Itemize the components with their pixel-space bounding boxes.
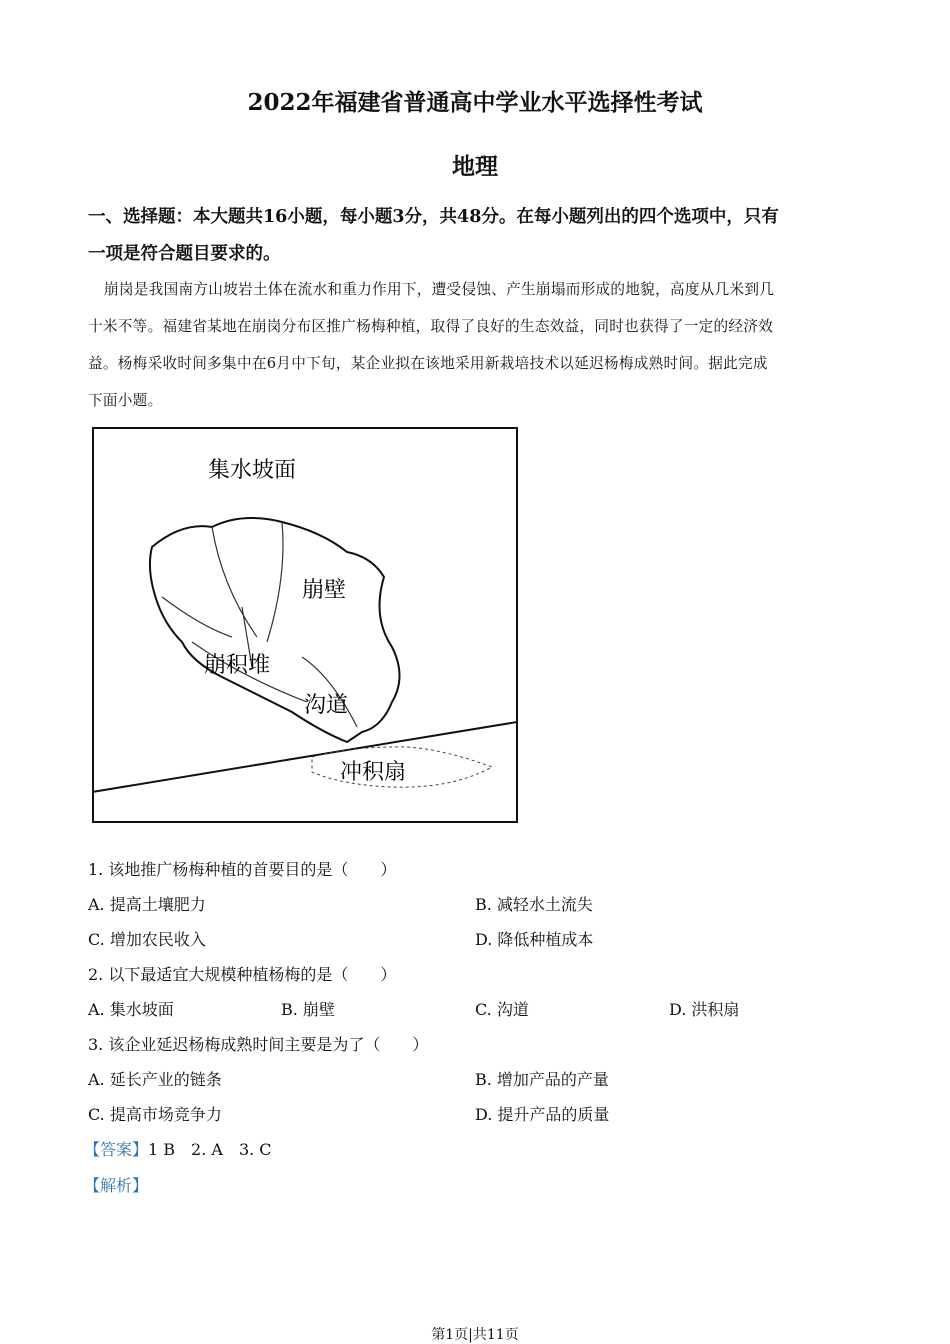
label-catchment: 集水坡面 (208, 458, 297, 483)
answer-line (84, 1137, 272, 1160)
label-gully: 沟道 (304, 693, 349, 718)
option-2b: B. 崩壁 (281, 1000, 335, 1019)
option-3b: B. 增加产品的产量 (475, 1070, 609, 1089)
answer-text: 1 B 2. A 3. C (148, 1140, 272, 1159)
question-1-stem: 1. 该地推广杨梅种植的首要目的是（ ） (88, 860, 397, 879)
option-2a: A. 集水坡面 (88, 1000, 174, 1019)
option-1c: C. 增加农民收入 (88, 930, 206, 949)
passage-line: 十米不等。福建省某地在崩岗分布区推广杨梅种植，取得了良好的生态效益，同时也获得了一定的经济效 (88, 318, 774, 335)
option-1a: A. 提高土壤肥力 (88, 895, 206, 914)
label-alluvial-fan: 冲积扇 (340, 760, 407, 785)
section-heading-line2: 一项是符合题目要求的。 (88, 244, 281, 264)
passage-line: 益。杨梅采收时间多集中在6月中下旬，某企业拟在该地采用新栽培技术以延迟杨梅成熟时间。据此完成 (88, 355, 768, 372)
option-1d: D. 降低种植成本 (475, 930, 594, 949)
option-3a: A. 延长产业的链条 (88, 1070, 222, 1089)
passage-line: 下面小题。 (88, 392, 163, 409)
analysis-label: 【解析】 (84, 1176, 149, 1195)
answer-label: 【答案】 (84, 1140, 149, 1159)
label-colluvium: 崩积堆 (204, 653, 271, 678)
label-collapse-wall: 崩壁 (302, 578, 347, 603)
option-3d: D. 提升产品的质量 (475, 1105, 610, 1124)
landform-diagram (92, 427, 518, 823)
question-3-stem: 3. 该企业延迟杨梅成熟时间主要是为了（ ） (88, 1035, 429, 1054)
exam-title: 2022年福建省普通高中学业水平选择性考试 (247, 89, 703, 116)
option-2c: C. 沟道 (475, 1000, 529, 1019)
subject-title: 地理 (452, 153, 498, 180)
question-2-stem: 2. 以下最适宜大规模种植杨梅的是（ ） (88, 965, 397, 984)
section-heading-line1: 一、选择题：本大题共16小题，每小题3分，共48分。在每小题列出的四个选项中，只有 (88, 207, 779, 227)
option-1b: B. 减轻水土流失 (475, 895, 593, 914)
passage-line: 崩岗是我国南方山坡岩土体在流水和重力作用下，遭受侵蚀、产生崩塌而形成的地貌，高度从几米到几 (104, 281, 775, 298)
page-footer: 第1页|共11页 (431, 1327, 519, 1343)
option-2d: D. 洪积扇 (669, 1000, 740, 1019)
option-3c: C. 提高市场竞争力 (88, 1105, 222, 1124)
